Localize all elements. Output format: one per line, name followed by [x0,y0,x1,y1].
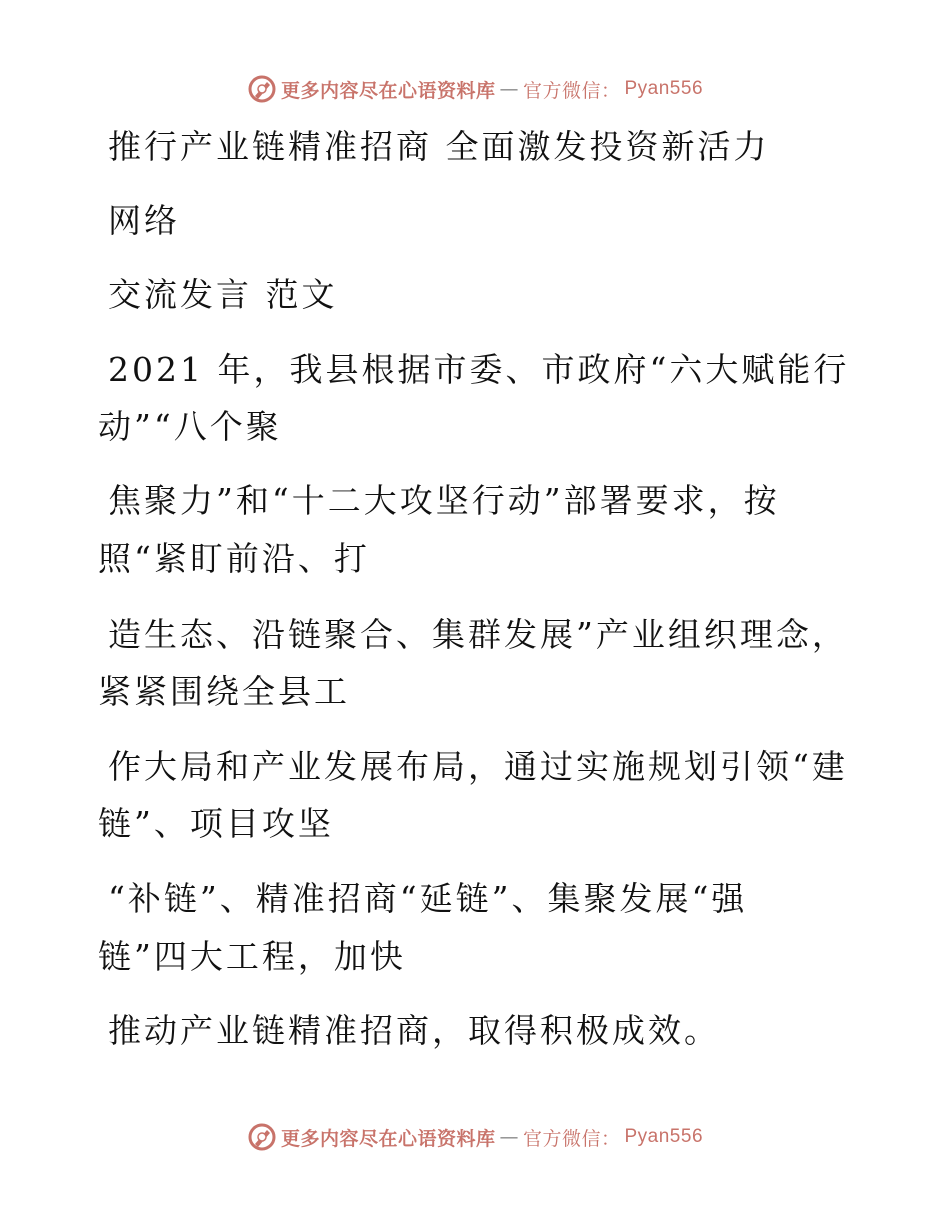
watermark-dash: — [499,1126,519,1148]
pen-logo-icon [247,74,277,104]
text-line-7: 照“紧盯前沿、打 [98,539,370,578]
text-line-1: 推行产业链精准招商 全面激发投资新活力 [108,127,770,166]
text-line-8: 造生态、沿链聚合、集群发展”产业组织理念， [108,615,848,654]
text-line-6: 焦聚力”和“十二大攻坚行动”部署要求，按 [108,481,780,520]
text-line-9: 紧紧围绕全县工 [98,672,350,711]
text-line-4: 2021 年，我县根据市委、市政府“六大赋能行 [108,350,850,389]
pen-logo-icon [247,1122,277,1152]
text-line-11: 链”、项目攻坚 [98,804,334,843]
text-line-5: 动”“八个聚 [98,407,282,446]
watermark-wechat-label: 官方微信： [522,79,621,102]
watermark-wechat-id: Pyan556 [624,78,704,99]
text-line-2: 网络 [108,201,180,240]
text-line-12: “补链”、精准招商“延链”、集聚发展“强 [108,879,748,918]
watermark-dash: — [499,78,519,100]
watermark-title: 更多内容尽在心语资料库 [280,79,496,102]
watermark-wechat-label: 官方微信： [522,1127,621,1150]
text-line-10: 作大局和产业发展布局，通过实施规划引领“建 [108,747,848,786]
text-line-3: 交流发言 范文 [108,275,338,314]
watermark-wechat-id: Pyan556 [624,1126,704,1147]
text-line-14: 推动产业链精准招商，取得积极成效。 [108,1011,720,1050]
text-line-13: 链”四大工程，加快 [98,937,406,976]
watermark-title: 更多内容尽在心语资料库 [280,1127,496,1150]
header-watermark [0,74,950,104]
footer-watermark [0,1122,950,1152]
